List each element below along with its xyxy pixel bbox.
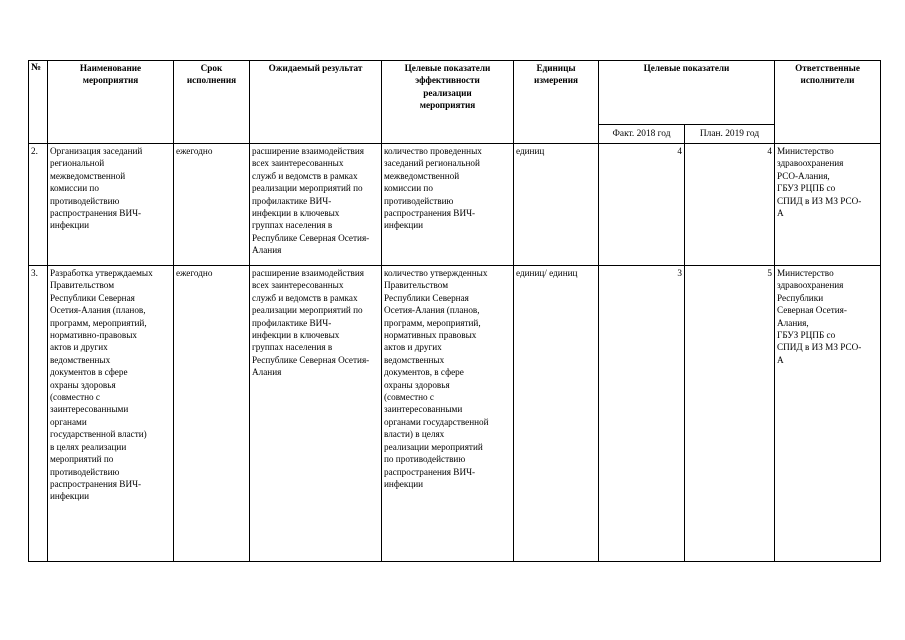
row-units: единиц bbox=[514, 144, 599, 266]
row-responsible: Министерство здравоохранения РСО-Алания, ГБУЗ РЦПБ со СПИД в ИЗ МЗ РСО- А bbox=[775, 144, 881, 266]
row-num: 3. bbox=[29, 266, 48, 562]
table-row bbox=[29, 266, 881, 562]
row-fact: 3 bbox=[599, 266, 685, 562]
row-num: 2. bbox=[29, 144, 48, 266]
row-indicator: количество утвержденных Правительством Республики Северная Осетия-Алания (планов, программ, мероприятий, нормативных правовых актов и других ведомственных документов, в сфере охраны здоровья (совместно с заинтересованными органами государственной власти) в целях реализации мероприятий по противодействию распространения ВИЧ- инфекции bbox=[382, 266, 514, 562]
row-name: Организация заседаний региональной межведомственной комиссии по противодействию распространения ВИЧ- инфекции bbox=[48, 144, 174, 266]
row-result: расширение взаимодействия всех заинтересованных служб и ведомств в рамках реализации мероприятий по профилактике ВИЧ- инфекции в ключевых группах населения в Республике Северная Осетия- Алания bbox=[250, 266, 382, 562]
col-header-responsible: Ответственные исполнители bbox=[775, 61, 881, 144]
row-name: Разработка утверждаемых Правительством Республики Северная Осетия-Алания (планов, программ, мероприятий, нормативно-правовых актов и других ведомственных документов в сфере охраны здоровья (совместно с заинтересованными органами государственной власти) в целях реализации мероприятий по противодействию распространения ВИЧ- инфекции bbox=[48, 266, 174, 562]
col-header-term: Срок исполнения bbox=[174, 61, 250, 144]
col-header-name: Наименование мероприятия bbox=[48, 61, 174, 144]
measures-table bbox=[28, 60, 881, 562]
row-responsible: Министерство здравоохранения Республики Северная Осетия- Алания, ГБУЗ РЦПБ со СПИД в ИЗ МЗ РСО- А bbox=[775, 266, 881, 562]
row-units: единиц/ единиц bbox=[514, 266, 599, 562]
col-header-indicators: Целевые показатели эффективности реализации мероприятия bbox=[382, 61, 514, 144]
col-header-units: Единицы измерения bbox=[514, 61, 599, 144]
col-header-result: Ожидаемый результат bbox=[250, 61, 382, 144]
col-header-targets: Целевые показатели bbox=[599, 61, 775, 125]
row-result: расширение взаимодействия всех заинтересованных служб и ведомств в рамках реализации мероприятий по профилактике ВИЧ- инфекции в ключевых группах населения в Республике Северная Осетия- Алания bbox=[250, 144, 382, 266]
row-plan: 5 bbox=[685, 266, 775, 562]
row-plan: 4 bbox=[685, 144, 775, 266]
row-indicator: количество проведенных заседаний региональной межведомственной комиссии по противодействию распространения ВИЧ- инфекции bbox=[382, 144, 514, 266]
header-row bbox=[29, 61, 881, 125]
row-term: ежегодно bbox=[174, 266, 250, 562]
table-row bbox=[29, 144, 881, 266]
col-header-num: № bbox=[29, 61, 48, 144]
row-fact: 4 bbox=[599, 144, 685, 266]
row-term: ежегодно bbox=[174, 144, 250, 266]
col-header-plan: План. 2019 год bbox=[685, 125, 775, 144]
col-header-fact: Факт. 2018 год bbox=[599, 125, 685, 144]
